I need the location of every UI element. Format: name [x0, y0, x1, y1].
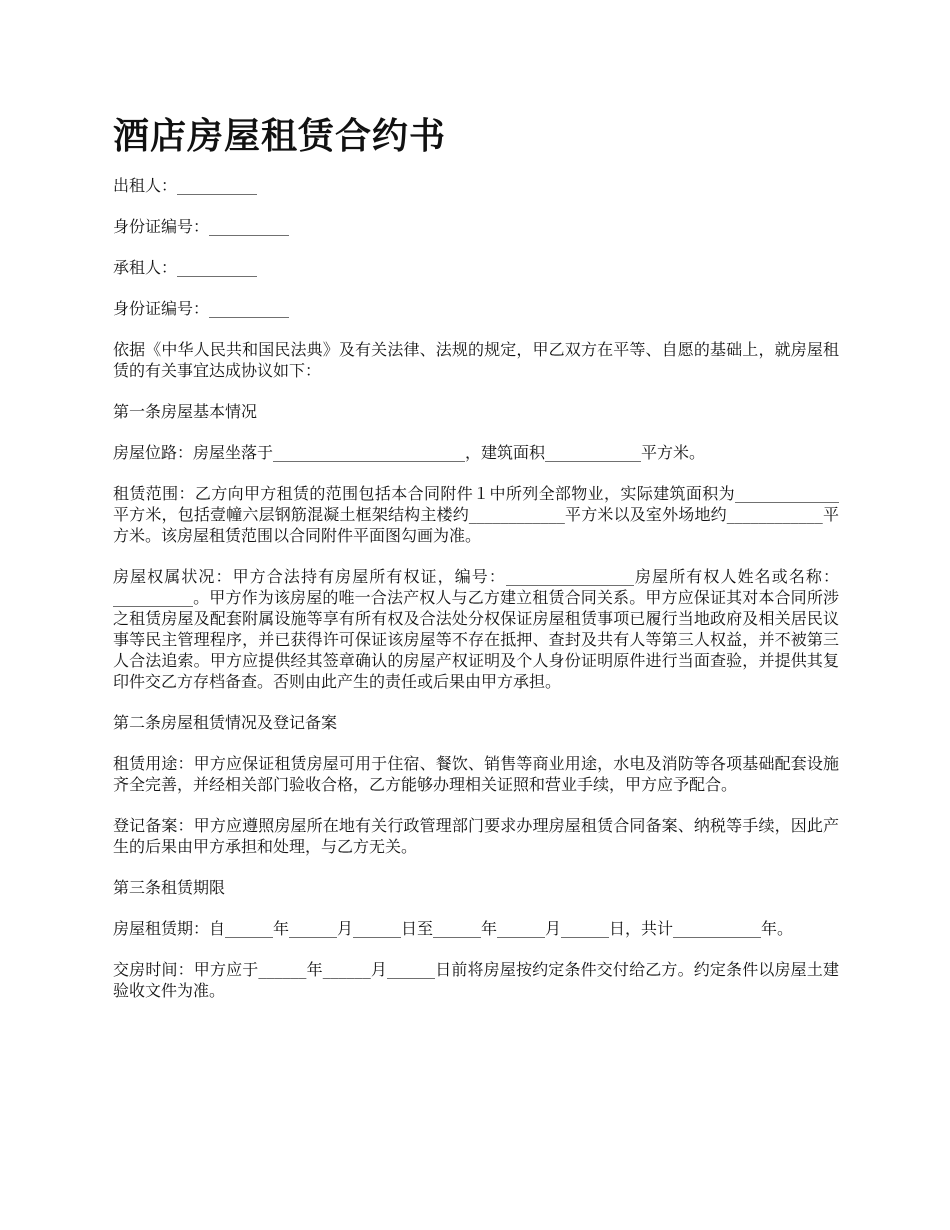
document-title: 酒店房屋租赁合约书 — [113, 115, 447, 157]
article-2-heading: 第二条房屋租赁情况及登记备案 — [113, 713, 338, 732]
handover-paragraph: 交房时间：甲方应于______年______月______日前将房屋按约定条件交付给乙方。约定条件以房屋土建验收文件为准。 — [113, 960, 839, 1000]
lessee-line: 承租人：__________ — [113, 258, 258, 277]
lessor-line: 出租人：__________ — [113, 176, 258, 195]
lease-term-paragraph: 房屋租赁期：自______年______月______日至______年______月______日，共计___________年。 — [113, 919, 794, 938]
property-location-paragraph: 房屋位路：房屋坐落于________________________，建筑面积____________平方米。 — [113, 443, 706, 462]
preamble-paragraph: 依据《中华人民共和国民法典》及有关法律、法规的规定，甲乙双方在平等、自愿的基础上，就房屋租赁的有关事宜达成协议如下： — [113, 340, 839, 380]
lessee-id-line: 身份证编号：__________ — [113, 299, 290, 318]
article-1-heading: 第一条房屋基本情况 — [113, 402, 258, 421]
lease-purpose-paragraph: 租赁用途：甲方应保证租赁房屋可用于住宿、餐饮、销售等商业用途，水电及消防等各项基础配套设施齐全完善，并经相关部门验收合格，乙方能够办理相关证照和营业手续，甲方应予配合。 — [113, 754, 839, 794]
ownership-paragraph: 房屋权属状况：甲方合法持有房屋所有权证，编号：________________房屋所有权人姓名或名称：__________。甲方作为该房屋的唯一合法产权人与乙方建立租赁合同关系。甲方应保证其对本合同所涉之租赁房屋及配套附属设施等享有所有权及合法处分权保证房屋租赁事项已履行当地政府及相关居民议事等民主管理程序，并已获得许可保证该房屋等不存在抵押、查封及共有人等第三人权益，并不被第三人合法追索。甲方应提供经其签章确认的房屋产权证明及个人身份证明原件进行当面查验，并提供其复印件交乙方存档备查。否则由此产生的责任或后果由甲方承担。 — [113, 567, 839, 691]
article-3-heading: 第三条租赁期限 — [113, 878, 226, 897]
registration-paragraph: 登记备案：甲方应遵照房屋所在地有关行政管理部门要求办理房屋租赁合同备案、纳税等手续，因此产生的后果由甲方承担和处理，与乙方无关。 — [113, 816, 839, 856]
document-page — [113, 110, 839, 1021]
lease-scope-paragraph: 租赁范围：乙方向甲方租赁的范围包括本合同附件１中所列全部物业，实际建筑面积为_____________平方米，包括壹幢六层钢筋混凝土框架结构主楼约____________平方米以及室外场地约____________平方米。该房屋租赁范围以合同附件平面图勾画为准。 — [113, 484, 839, 545]
lessor-id-line: 身份证编号：__________ — [113, 217, 290, 236]
